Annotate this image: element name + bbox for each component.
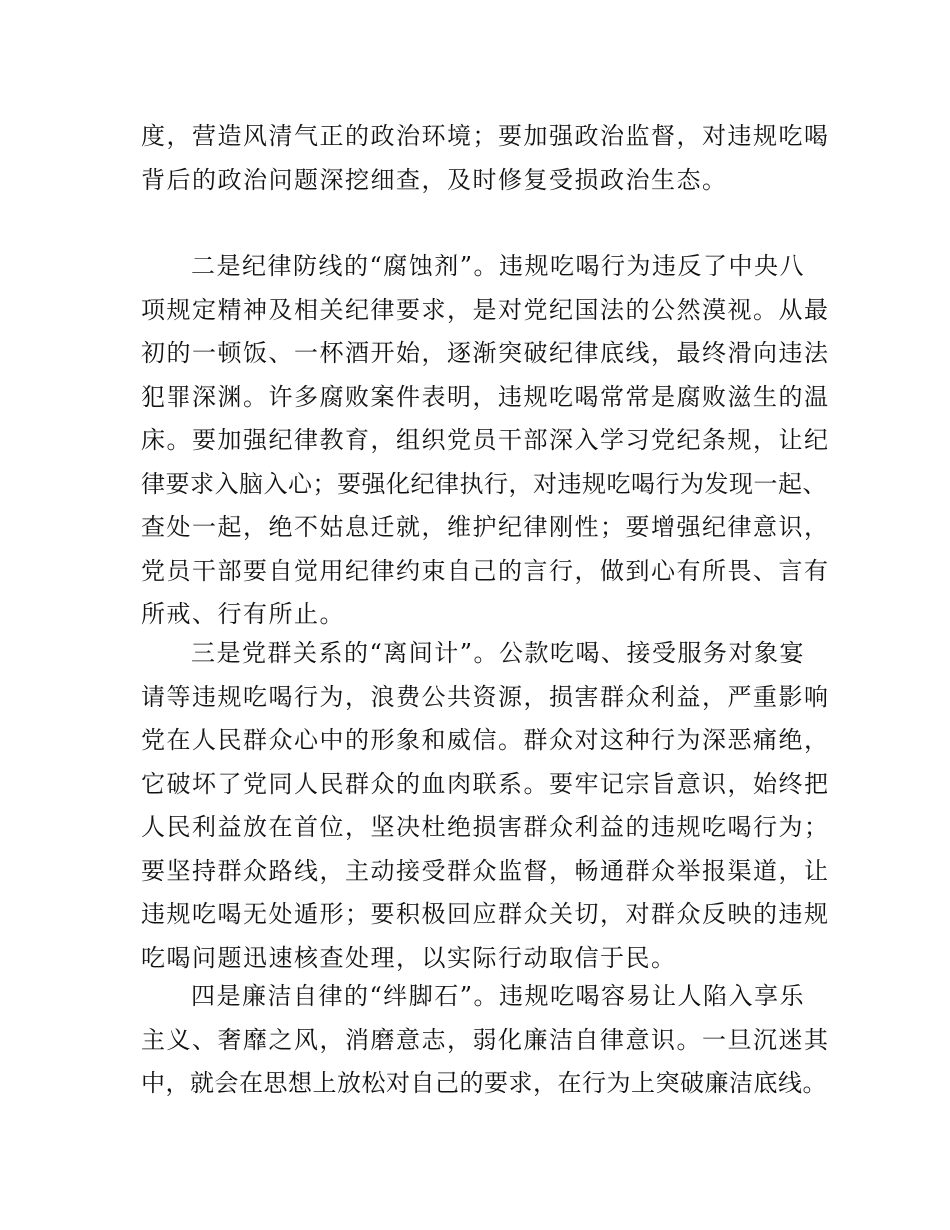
text-line: 床。要加强纪律教育，组织党员干部深入学习党纪条规，让纪 xyxy=(141,426,830,454)
text-line: 党员干部要自觉用纪律约束自己的言行，做到心有所畏、言有 xyxy=(141,556,830,585)
text-line: 请等违规吃喝行为，浪费公共资源，损害群众利益，严重影响 xyxy=(141,682,830,711)
text-line: 四是廉洁自律的“绊脚石”。违规吃喝容易让人陷入享乐 xyxy=(191,982,806,1010)
text-line: 要坚持群众路线，主动接受群众监督，畅通群众举报渠道，让 xyxy=(141,856,830,885)
text-line: 三是党群关系的“离间计”。公款吃喝、接受服务对象宴 xyxy=(191,639,806,667)
text-line: 犯罪深渊。许多腐败案件表明，违规吃喝常常是腐败滋生的温 xyxy=(141,382,830,411)
text-line: 党在人民群众心中的形象和威信。群众对这种行为深恶痛绝， xyxy=(141,726,830,754)
text-line: 它破坏了党同人民群众的血肉联系。要牢记宗旨意识，始终把 xyxy=(141,769,830,798)
text-line: 二是纪律防线的“腐蚀剂”。违规吃喝行为违反了中央八 xyxy=(191,252,806,280)
paragraph-1 xyxy=(141,115,831,202)
text-line: 背后的政治问题深挖细查，及时修复受损政治生态。 xyxy=(141,165,728,194)
paragraph-3 xyxy=(141,632,831,980)
text-line: 违规吃喝无处遁形；要积极回应群众关切，对群众反映的违规 xyxy=(141,900,830,928)
text-line: 度，营造风清气正的政治环境；要加强政治监督，对违规吃喝 xyxy=(141,122,830,150)
text-line: 中，就会在思想上放松对自己的要求，在行为上突破廉洁底线。 xyxy=(141,1069,827,1097)
text-line: 人民利益放在首位，坚决杜绝损害群众利益的违规吃喝行为； xyxy=(141,813,830,841)
paragraph-2 xyxy=(141,245,831,637)
text-line: 律要求入脑入心；要强化纪律执行，对违规吃喝行为发现一起、 xyxy=(141,469,827,498)
text-line: 项规定精神及相关纪律要求，是对党纪国法的公然漠视。从最 xyxy=(141,295,830,324)
paragraph-4 xyxy=(141,975,831,1106)
text-line: 主义、奢靡之风，消磨意志，弱化廉洁自律意识。一旦沉迷其 xyxy=(141,1025,830,1054)
text-line: 吃喝问题迅速核查处理，以实际行动取信于民。 xyxy=(141,943,677,972)
text-line: 初的一顿饭、一杯酒开始，逐渐突破纪律底线，最终滑向违法 xyxy=(141,339,830,367)
text-line: 查处一起，绝不姑息迁就，维护纪律刚性；要增强纪律意识， xyxy=(141,513,830,541)
text-line: 所戒、行有所止。 xyxy=(141,600,345,628)
